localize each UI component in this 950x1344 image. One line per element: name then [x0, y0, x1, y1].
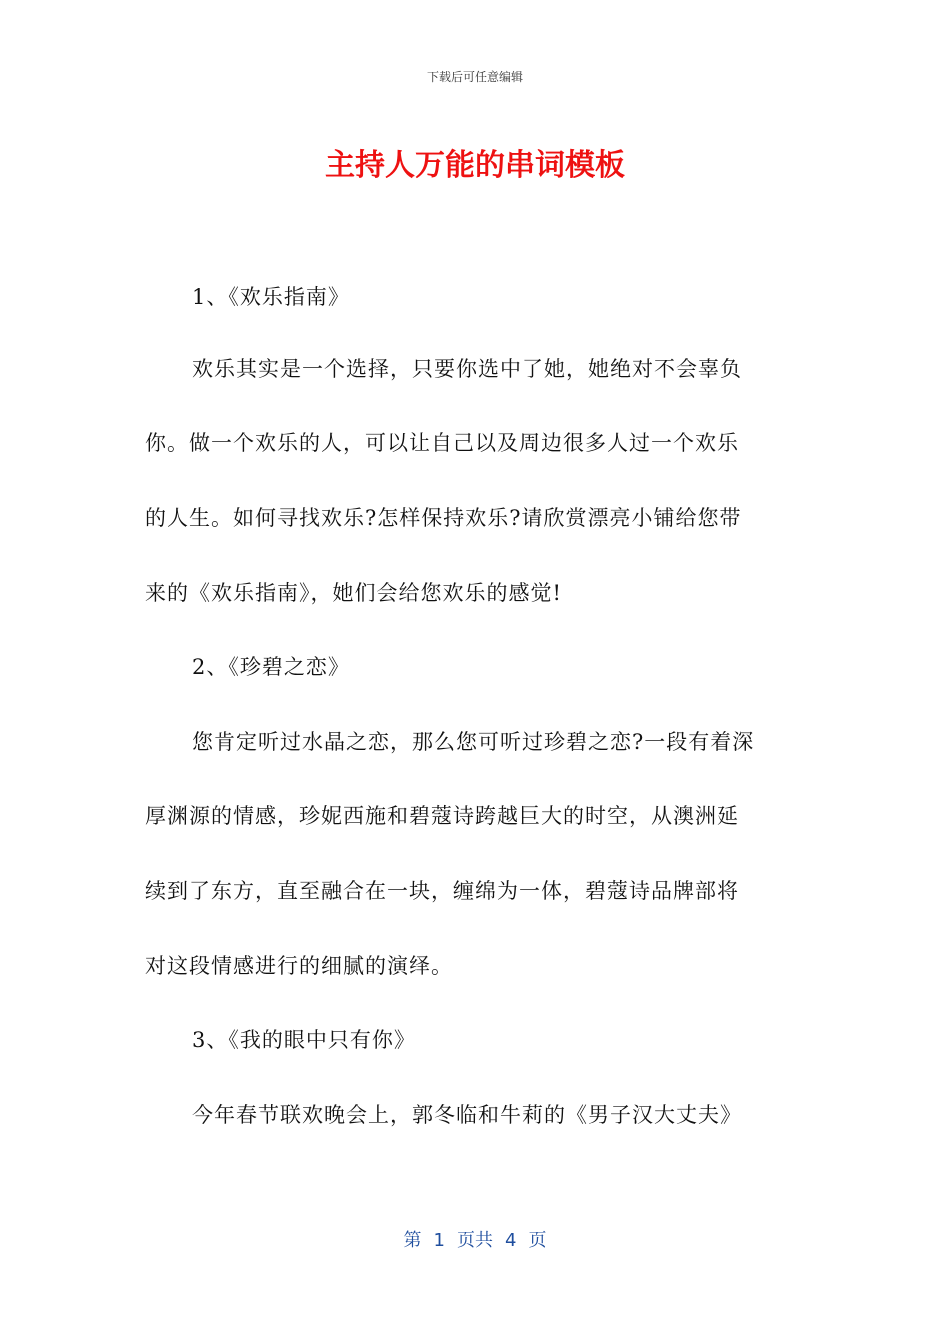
heading-1: 1、《欢乐指南》	[192, 285, 350, 309]
paragraph-line: 对这段情感进行的细腻的演绎。	[145, 954, 453, 978]
header-note: 下载后可任意编辑	[426, 70, 523, 84]
paragraph-line: 欢乐其实是一个选择，只要你选中了她，她绝对不会辜负	[192, 357, 742, 381]
footer-suffix: 页	[528, 1230, 547, 1251]
document-title: 主持人万能的串词模板	[325, 148, 625, 183]
heading-2: 2、《珍碧之恋》	[192, 655, 350, 679]
paragraph-line: 的人生。如何寻找欢乐?怎样保持欢乐?请欣赏漂亮小铺给您带	[145, 506, 742, 530]
paragraph-line: 你。做一个欢乐的人，可以让自己以及周边很多人过一个欢乐	[145, 431, 739, 455]
paragraph-line: 续到了东方，直至融合在一块，缠绵为一体，碧蔻诗品牌部将	[145, 879, 739, 903]
footer-prefix: 第	[403, 1230, 422, 1251]
footer-mid: 页共	[457, 1230, 493, 1251]
paragraph-line: 今年春节联欢晚会上，郭冬临和牛莉的《男子汉大丈夫》	[192, 1103, 742, 1127]
footer-page-number: 1	[433, 1230, 445, 1251]
paragraph-line: 厚渊源的情感，珍妮西施和碧蔻诗跨越巨大的时空，从澳洲延	[145, 804, 739, 828]
heading-3: 3、《我的眼中只有你》	[192, 1028, 416, 1052]
page-footer	[0, 1226, 950, 1252]
paragraph-line: 您肯定听过水晶之恋，那么您可听过珍碧之恋?一段有着深	[192, 730, 755, 754]
paragraph-line: 来的《欢乐指南》，她们会给您欢乐的感觉!	[145, 581, 562, 605]
footer-total-pages: 4	[505, 1230, 517, 1251]
